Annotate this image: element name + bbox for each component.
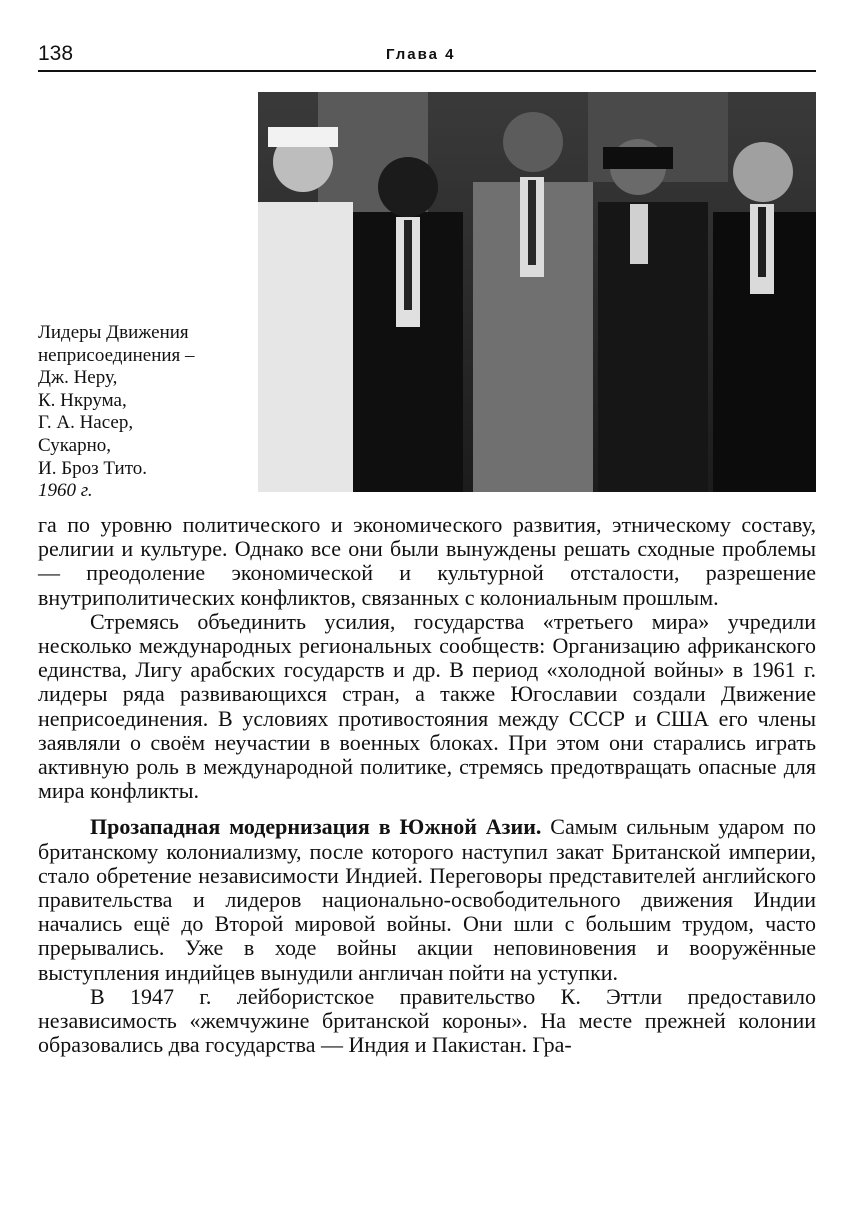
caption-line: Сукарно, [38,434,111,456]
body-text [38,513,816,1057]
caption-line: неприсоединения – [38,344,195,366]
photo [258,92,816,492]
paragraph-text: Самым сильным ударом по британскому колониализму, после которого наступил закат Британской империи, стало обретение независимости Индией. Переговоры представителей английского правительства и лидеров национально-освободительного движения Индии начались ещё до Второй мировой войны. Они шли с большим трудом, часто прерывались. Уже в ходе войны акции неповиновения и вооружённые выступления индийцев вынудили англичан пойти на уступки. [38,814,816,985]
photo-caption [38,322,248,503]
caption-line: И. Броз Тито. [38,457,147,479]
paragraph [38,815,816,984]
page-number: 138 [38,42,74,65]
paragraph: га по уровню политического и экономического развития, этническому составу, религии и культуре. Однако все они были вынуждены решать сходные проблемы — преодоление экономической и культурной отсталости, разрешение внутриполитических конфликтов, связанных с колониальным прошлым. [38,512,816,610]
caption-year: 1960 г. [38,480,93,502]
paragraph: В 1947 г. лейбористское правительство К. Эттли предоставило независимость «жемчужине британской короны». На месте прежней колонии образовались два государства — Индия и Пакистан. Гра- [38,983,816,1058]
caption-line: Г. А. Насер, [38,412,134,434]
chapter-title: Глава 4 [386,46,456,63]
caption-line: Лидеры Движения [38,322,189,343]
header-rule [38,70,816,72]
photo-illustration [258,92,816,492]
section-heading: Прозападная модернизация в Южной Азии. [90,814,542,840]
paragraph: Стремясь объединить усилия, государства «третьего мира» учредили несколько международных региональных сообществ: Организацию африканского единства, Лигу арабских государств и др. В период «холодной войны» в 1961 г. лидеры ряда развивающихся стран, а также Югославии создали Движение неприсоединения. В условиях противостояния между СССР и США его члены заявляли о своём неучастии в военных блоках. При этом они старались играть активную роль в международной политике, стремясь предотвращать опасные для мира конфликты. [38,608,816,804]
caption-line: Дж. Неру, [38,367,118,389]
caption-line: К. Нкрума, [38,389,127,411]
